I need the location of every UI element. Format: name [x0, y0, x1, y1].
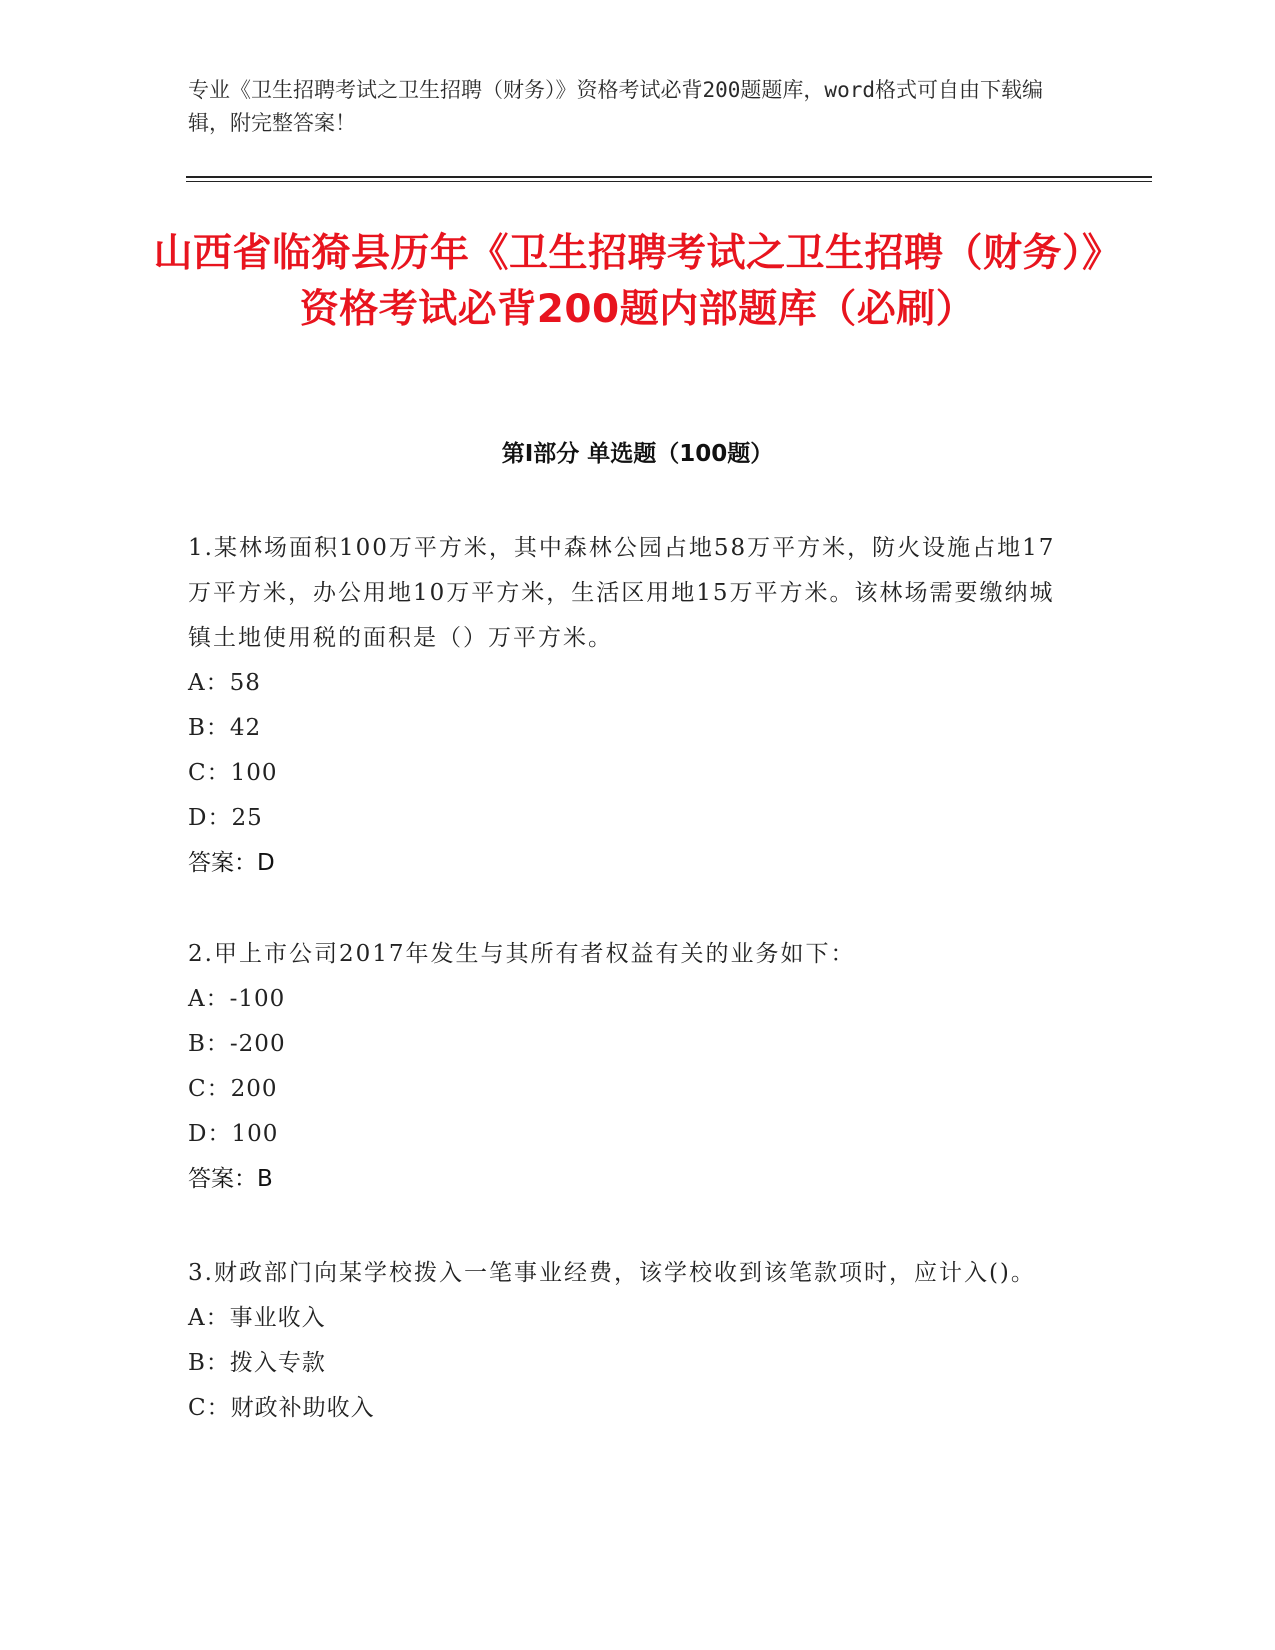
question-1	[188, 526, 1078, 886]
question-stem: 1.某林场面积100万平方米，其中森林公园占地58万平方米，防火设施占地17万平方米，办公用地10万平方米，生活区用地15万平方米。该林场需要缴纳城镇土地使用税的面积是（）万平方米。	[188, 535, 1056, 651]
header-divider-thin	[186, 181, 1152, 182]
question-2	[188, 932, 1078, 1202]
header-note: 专业《卫生招聘考试之卫生招聘（财务）》资格考试必背200题题库，word格式可自由下载编辑，附完整答案！	[188, 78, 1043, 135]
question-stem: 2.甲上市公司2017年发生与其所有者权益有关的业务如下：	[188, 941, 856, 967]
option-c: C：200	[188, 1076, 278, 1102]
question-stem: 3.财政部门向某学校拨入一笔事业经费，该学校收到该笔款项时，应计入()。	[188, 1260, 1036, 1286]
option-a: A：-100	[188, 986, 286, 1012]
option-c: C：100	[188, 760, 278, 786]
section-title: 第I部分 单选题（100题）	[501, 441, 774, 467]
header-divider-thick	[186, 176, 1152, 178]
option-d: D：25	[188, 805, 263, 831]
answer: 答案：D	[188, 850, 275, 876]
option-c: C：财政补助收入	[188, 1395, 375, 1421]
answer: 答案：B	[188, 1166, 273, 1192]
option-a: A：58	[188, 670, 261, 696]
document-title: 山西省临猗县历年《卫生招聘考试之卫生招聘（财务）》资格考试必背200题内部题库（必刷）	[153, 231, 1122, 332]
option-b: B：-200	[188, 1031, 286, 1057]
option-b: B：42	[188, 715, 262, 741]
option-d: D：100	[188, 1121, 279, 1147]
option-a: A：事业收入	[188, 1305, 326, 1331]
option-b: B：拨入专款	[188, 1350, 326, 1376]
question-3	[188, 1251, 1078, 1431]
